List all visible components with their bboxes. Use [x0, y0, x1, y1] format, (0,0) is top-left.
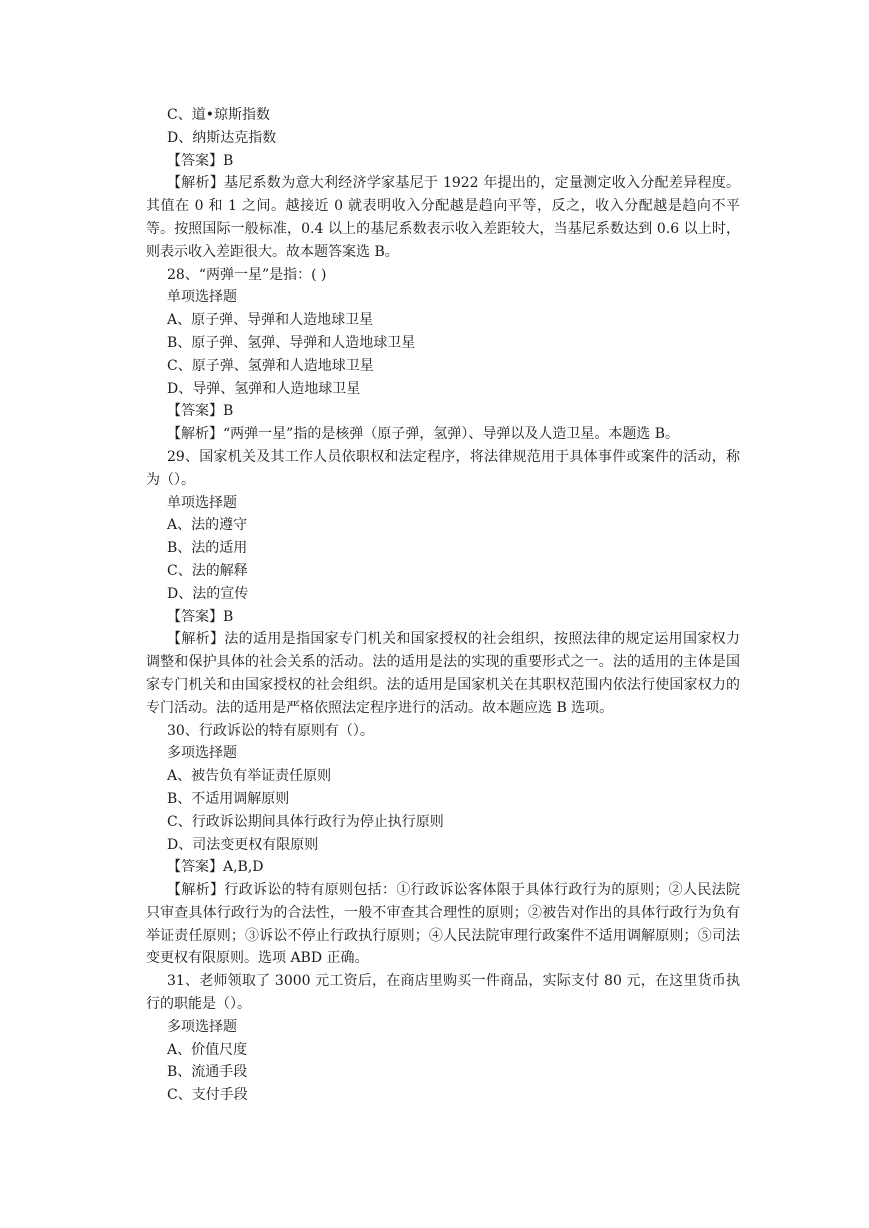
q31-option-a: A、价值尺度	[167, 1041, 248, 1058]
q27-option-c: C、道•琼斯指数	[167, 107, 270, 123]
q28-option-b: B、原子弹、氢弹、导弹和人造地球卫星	[167, 334, 416, 351]
q29-answer: 【答案】B	[167, 608, 234, 625]
q28-option-c: C、原子弹、氢弹和人造地球卫星	[167, 357, 374, 374]
q31-option-c: C、支付手段	[167, 1087, 248, 1104]
q28-type: 单项选择题	[167, 289, 237, 306]
q30-analysis: 【解析】行政诉讼的特有原则包括：①行政诉讼客体限于具体行政行为的原则；②人民法院只审查具体行政行为的合法性，一般不审查其合理性的原则；②被告对作出的具体行政行为负有举证责任原则；③诉讼不停止行政执行原则；④人民法院审理行政案件不适用调解原则；⑤司法变更权有限原则。选项 ABD 正确。	[146, 882, 740, 967]
q30-option-a: A、被告负有举证责任原则	[167, 768, 332, 785]
q29-option-d: D、法的宣传	[167, 585, 249, 602]
q28-answer: 【答案】B	[167, 403, 234, 420]
q30-option-c: C、行政诉讼期间具体行政行为停止执行原则	[167, 813, 444, 830]
q28-option-a: A、原子弹、导弹和人造地球卫星	[167, 312, 374, 329]
q29-question: 29、国家机关及其工作人员依职权和法定程序，将法律规范用于具体事件或案件的活动，称为（）。	[146, 448, 740, 488]
q28-option-d: D、导弹、氢弹和人造地球卫星	[167, 380, 361, 397]
q29-analysis: 【解析】法的适用是指国家专门机关和国家授权的社会组织，按照法律的规定运用国家权力调整和保护具体的社会关系的活动。法的适用是法的实现的重要形式之一。法的适用的主体是国家专门机关和由国家授权的社会组织。法的适用是国家机关在其职权范围内依法行使国家权力的专门活动。法的适用是严格依照法定程序进行的活动。故本题应选 B 选项。	[146, 631, 740, 716]
q27-answer: 【答案】B	[167, 152, 234, 169]
q27-option-d: D、纳斯达克指数	[167, 129, 277, 146]
q30-type: 多项选择题	[167, 745, 237, 762]
q30-option-d: D、司法变更权有限原则	[167, 836, 319, 853]
q31-option-b: B、流通手段	[167, 1064, 248, 1081]
q29-option-c: C、法的解释	[167, 562, 248, 579]
q27-analysis: 【解析】基尼系数为意大利经济学家基尼于 1922 年提出的，定量测定收入分配差异程度。其值在 0 和 1 之间。越接近 0 就表明收入分配越是趋向平等，反之，收入分配越是趋向不平等。按照国际一般标准，0.4 以上的基尼系数表示收入差距较大，当基尼系数达到 0.6 以上时，则表示收入差距很大。故本题答案选 B。	[146, 175, 740, 260]
q29-option-b: B、法的适用	[167, 540, 248, 557]
q28-question: 28、“两弹一星”是指：( )	[167, 266, 327, 283]
q28-analysis: 【解析】“两弹一星”指的是核弹（原子弹，氢弹）、导弹以及人造卫星。本题选 B。	[167, 426, 680, 443]
q29-option-a: A、法的遵守	[167, 517, 248, 534]
q30-question: 30、行政诉讼的特有原则有（）。	[167, 722, 374, 739]
q30-answer: 【答案】A,B,D	[167, 859, 264, 876]
document-body	[146, 104, 740, 1107]
q29-type: 单项选择题	[167, 494, 237, 511]
q30-option-b: B、不适用调解原则	[167, 790, 290, 807]
q31-question: 31、老师领取了 3000 元工资后，在商店里购买一件商品，实际支付 80 元，在这里货币执行的职能是（）。	[146, 973, 740, 1013]
q31-type: 多项选择题	[167, 1018, 237, 1035]
